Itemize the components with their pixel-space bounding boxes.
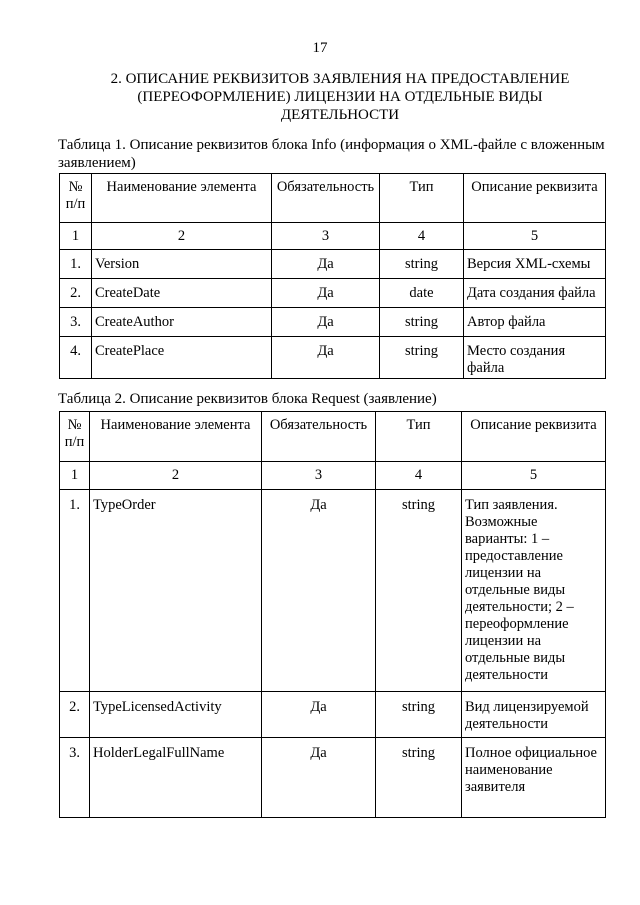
row-required: Да <box>262 692 376 738</box>
table-row <box>60 279 606 308</box>
header-type: Тип <box>380 174 464 223</box>
row-name: TypeOrder <box>90 490 262 692</box>
table-header-row <box>60 174 606 223</box>
header-name: Наименование элемента <box>90 412 262 462</box>
row-num: 1. <box>60 490 90 692</box>
row-description: Версия XML-схемы <box>464 250 606 279</box>
column-number: 4 <box>380 223 464 250</box>
row-type: string <box>376 692 462 738</box>
column-number: 5 <box>462 462 606 490</box>
table-header-row <box>60 412 606 462</box>
row-type: string <box>380 308 464 337</box>
row-required: Да <box>262 490 376 692</box>
row-name: Version <box>92 250 272 279</box>
row-description: Автор файла <box>464 308 606 337</box>
row-num: 3. <box>60 308 92 337</box>
column-number: 4 <box>376 462 462 490</box>
row-type: string <box>380 337 464 379</box>
table-row <box>60 250 606 279</box>
column-number-row <box>60 462 606 490</box>
column-number: 1 <box>60 462 90 490</box>
row-description: Полное официальное наименование заявителя <box>462 738 606 818</box>
row-type: date <box>380 279 464 308</box>
column-number-row <box>60 223 606 250</box>
column-number: 1 <box>60 223 92 250</box>
row-num: 4. <box>60 337 92 379</box>
section-title: 2. ОПИСАНИЕ РЕКВИЗИТОВ ЗАЯВЛЕНИЯ НА ПРЕДОСТАВЛЕНИЕ (ПЕРЕОФОРМЛЕНИЕ) ЛИЦЕНЗИИ НА ОТДЕЛЬНЫЕ ВИДЫ ДЕЯТЕЛЬНОСТИ <box>110 71 570 123</box>
table-row <box>60 738 606 818</box>
row-required: Да <box>262 738 376 818</box>
row-required: Да <box>272 337 380 379</box>
row-name: CreatePlace <box>92 337 272 379</box>
table1 <box>59 173 606 379</box>
header-type: Тип <box>376 412 462 462</box>
row-description: Вид лицензируемой деятельности <box>462 692 606 738</box>
row-name: CreateDate <box>92 279 272 308</box>
table-row <box>60 490 606 692</box>
row-num: 1. <box>60 250 92 279</box>
table-row <box>60 308 606 337</box>
row-type: string <box>376 490 462 692</box>
row-description: Дата создания файла <box>464 279 606 308</box>
row-name: HolderLegalFullName <box>90 738 262 818</box>
row-required: Да <box>272 308 380 337</box>
row-description: Тип заявления. Возможные варианты: 1 – предоставление лицензии на отдельные виды деятельности; 2 – переоформление лицензии на отдельные виды деятельности <box>462 490 606 692</box>
row-num: 2. <box>60 279 92 308</box>
table2 <box>59 411 606 818</box>
row-num: 3. <box>60 738 90 818</box>
table1-caption: Таблица 1. Описание реквизитов блока Info (информация о XML-файле с вложенным заявлением) <box>58 137 605 171</box>
page-number: 17 <box>312 40 328 56</box>
column-number: 2 <box>92 223 272 250</box>
table2-caption: Таблица 2. Описание реквизитов блока Request (заявление) <box>58 391 437 407</box>
table-row <box>60 692 606 738</box>
row-num: 2. <box>60 692 90 738</box>
header-required: Обязательность <box>272 174 380 223</box>
row-description: Место создания файла <box>464 337 606 379</box>
row-type: string <box>380 250 464 279</box>
header-description: Описание реквизита <box>464 174 606 223</box>
header-num: № п/п <box>60 174 92 223</box>
row-type: string <box>376 738 462 818</box>
row-name: CreateAuthor <box>92 308 272 337</box>
column-number: 3 <box>262 462 376 490</box>
column-number: 5 <box>464 223 606 250</box>
column-number: 3 <box>272 223 380 250</box>
header-description: Описание реквизита <box>462 412 606 462</box>
row-name: TypeLicensedActivity <box>90 692 262 738</box>
header-num: № п/п <box>60 412 90 462</box>
row-required: Да <box>272 250 380 279</box>
header-required: Обязательность <box>262 412 376 462</box>
header-name: Наименование элемента <box>92 174 272 223</box>
column-number: 2 <box>90 462 262 490</box>
table-row <box>60 337 606 379</box>
row-required: Да <box>272 279 380 308</box>
